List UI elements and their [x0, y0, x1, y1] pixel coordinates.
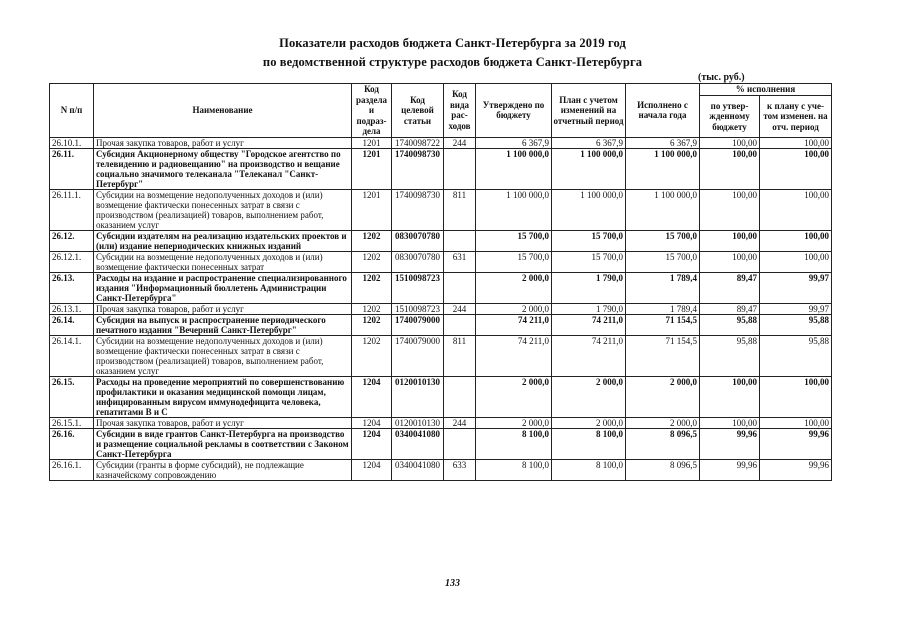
table-row	[50, 148, 832, 189]
cell-section-code: 1202	[352, 314, 392, 335]
cell-num: 26.16.	[50, 428, 94, 459]
cell-executed: 6 367,9	[626, 137, 700, 148]
table-row	[50, 137, 832, 148]
cell-target-code: 1510098723	[392, 272, 444, 303]
cell-pct-approved: 89,47	[700, 303, 760, 314]
cell-type-code: 244	[444, 303, 476, 314]
col-header-pct-plan: к плану с уче-том изменен. на отч. период	[760, 96, 832, 137]
cell-approved: 15 700,0	[476, 251, 552, 272]
cell-approved: 74 211,0	[476, 335, 552, 376]
cell-section-code: 1204	[352, 376, 392, 417]
cell-approved: 1 100 000,0	[476, 148, 552, 189]
cell-target-code: 0830070780	[392, 251, 444, 272]
cell-executed: 1 789,4	[626, 303, 700, 314]
budget-table	[49, 83, 832, 481]
table-row	[50, 303, 832, 314]
cell-section-code: 1202	[352, 272, 392, 303]
cell-approved: 2 000,0	[476, 376, 552, 417]
cell-name: Расходы на проведение мероприятий по совершенствованию профилактики и оказания медицинской помощи лицам, инфицированным вирусом иммунодефицита человека, гепатитами В и С	[94, 376, 352, 417]
table-row	[50, 376, 832, 417]
cell-type-code: 811	[444, 189, 476, 230]
cell-pct-plan: 95,88	[760, 314, 832, 335]
cell-pct-approved: 99,96	[700, 459, 760, 480]
cell-name: Субсидии на возмещение недополученных доходов и (или) возмещение фактически понесенных затрат в связи с производством (реализацией) товаров, выполнением работ, оказанием услуг	[94, 335, 352, 376]
cell-num: 26.14.	[50, 314, 94, 335]
page-title: Показатели расходов бюджета Санкт-Петербурга за 2019 год	[279, 36, 626, 50]
table-row	[50, 314, 832, 335]
cell-name: Субсидии на возмещение недополученных доходов и (или) возмещение фактически понесенных затрат в связи с производством (реализацией) товаров, выполнением работ, оказанием услуг	[94, 189, 352, 230]
cell-type-code	[444, 428, 476, 459]
cell-type-code: 631	[444, 251, 476, 272]
cell-type-code	[444, 314, 476, 335]
cell-plan: 2 000,0	[552, 376, 626, 417]
cell-num: 26.10.1.	[50, 137, 94, 148]
cell-approved: 2 000,0	[476, 303, 552, 314]
cell-executed: 8 096,5	[626, 428, 700, 459]
cell-name: Субсидии издателям на реализацию издательских проектов и (или) издание непериодических книжных изданий	[94, 230, 352, 251]
col-header-plan: План с учетом изменений на отчетный период	[552, 84, 626, 138]
cell-executed: 8 096,5	[626, 459, 700, 480]
cell-pct-plan: 100,00	[760, 137, 832, 148]
cell-target-code: 0120010130	[392, 417, 444, 428]
cell-pct-approved: 100,00	[700, 251, 760, 272]
cell-approved: 8 100,0	[476, 459, 552, 480]
cell-approved: 2 000,0	[476, 272, 552, 303]
cell-plan: 8 100,0	[552, 459, 626, 480]
cell-name: Субсидии (гранты в форме субсидий), не подлежащие казначейскому сопровождению	[94, 459, 352, 480]
table-row	[50, 189, 832, 230]
cell-section-code: 1202	[352, 230, 392, 251]
cell-target-code: 0120010130	[392, 376, 444, 417]
cell-num: 26.16.1.	[50, 459, 94, 480]
col-header-target: Код целевой статьи	[392, 84, 444, 138]
cell-target-code: 0340041080	[392, 428, 444, 459]
col-header-pct-group: % исполнения	[700, 84, 832, 96]
cell-section-code: 1201	[352, 148, 392, 189]
cell-plan: 2 000,0	[552, 417, 626, 428]
cell-type-code: 633	[444, 459, 476, 480]
cell-pct-approved: 95,88	[700, 335, 760, 376]
cell-type-code	[444, 272, 476, 303]
cell-name: Субсидии в виде грантов Санкт-Петербурга на производство и размещение социальной рекламы в соответствии с Законом Санкт-Петербурга	[94, 428, 352, 459]
cell-approved: 2 000,0	[476, 417, 552, 428]
cell-num: 26.14.1.	[50, 335, 94, 376]
cell-pct-approved: 100,00	[700, 189, 760, 230]
cell-target-code: 1510098723	[392, 303, 444, 314]
cell-plan: 1 790,0	[552, 272, 626, 303]
cell-pct-plan: 100,00	[760, 251, 832, 272]
cell-type-code	[444, 376, 476, 417]
page-subtitle: по ведомственной структуре расходов бюджета Санкт-Петербурга	[262, 55, 643, 69]
col-header-type: Код вида рас-ходов	[444, 84, 476, 138]
table-row	[50, 230, 832, 251]
cell-executed: 71 154,5	[626, 314, 700, 335]
cell-pct-plan: 100,00	[760, 148, 832, 189]
cell-approved: 74 211,0	[476, 314, 552, 335]
cell-section-code: 1202	[352, 251, 392, 272]
cell-type-code	[444, 148, 476, 189]
cell-pct-plan: 100,00	[760, 189, 832, 230]
cell-pct-plan: 99,96	[760, 459, 832, 480]
cell-type-code: 244	[444, 417, 476, 428]
cell-pct-plan: 99,96	[760, 428, 832, 459]
cell-approved: 8 100,0	[476, 428, 552, 459]
cell-section-code: 1201	[352, 189, 392, 230]
cell-name: Прочая закупка товаров, работ и услуг	[94, 303, 352, 314]
cell-num: 26.11.1.	[50, 189, 94, 230]
cell-type-code: 244	[444, 137, 476, 148]
cell-pct-plan: 99,97	[760, 272, 832, 303]
cell-plan: 1 790,0	[552, 303, 626, 314]
cell-name: Расходы на издание и распространение специализированного издания "Информационный бюллетень Администрации Санкт-Петербурга"	[94, 272, 352, 303]
cell-name: Субсидии на возмещение недополученных доходов и (или) возмещение фактически понесенных затрат	[94, 251, 352, 272]
unit-label: (тыс. руб.)	[698, 72, 745, 83]
cell-pct-approved: 99,96	[700, 428, 760, 459]
cell-plan: 1 100 000,0	[552, 148, 626, 189]
table-row	[50, 251, 832, 272]
cell-target-code: 0340041080	[392, 459, 444, 480]
cell-target-code: 1740098730	[392, 148, 444, 189]
cell-section-code: 1204	[352, 417, 392, 428]
cell-plan: 8 100,0	[552, 428, 626, 459]
cell-executed: 15 700,0	[626, 251, 700, 272]
cell-target-code: 1740079000	[392, 314, 444, 335]
cell-plan: 6 367,9	[552, 137, 626, 148]
cell-executed: 71 154,5	[626, 335, 700, 376]
cell-target-code: 1740098730	[392, 189, 444, 230]
cell-num: 26.12.1.	[50, 251, 94, 272]
col-header-section: Код раздела и подраз-дела	[352, 84, 392, 138]
cell-approved: 6 367,9	[476, 137, 552, 148]
cell-name: Прочая закупка товаров, работ и услуг	[94, 417, 352, 428]
cell-pct-approved: 100,00	[700, 230, 760, 251]
cell-name: Субсидия Акционерному обществу "Городское агентство по телевидению и радиовещанию" на производство и вещание социально значимого телеканала "Телеканал "Санкт-Петербург"	[94, 148, 352, 189]
cell-section-code: 1202	[352, 335, 392, 376]
cell-executed: 2 000,0	[626, 417, 700, 428]
col-header-approved: Утверждено по бюджету	[476, 84, 552, 138]
cell-executed: 1 789,4	[626, 272, 700, 303]
cell-section-code: 1204	[352, 459, 392, 480]
cell-executed: 1 100 000,0	[626, 148, 700, 189]
cell-executed: 1 100 000,0	[626, 189, 700, 230]
col-header-executed: Исполнено с начала года	[626, 84, 700, 138]
cell-pct-approved: 95,88	[700, 314, 760, 335]
cell-pct-approved: 100,00	[700, 376, 760, 417]
cell-section-code: 1202	[352, 303, 392, 314]
cell-pct-approved: 100,00	[700, 137, 760, 148]
cell-plan: 1 100 000,0	[552, 189, 626, 230]
cell-num: 26.11.	[50, 148, 94, 189]
cell-plan: 15 700,0	[552, 251, 626, 272]
cell-num: 26.15.1.	[50, 417, 94, 428]
cell-target-code: 0830070780	[392, 230, 444, 251]
cell-num: 26.13.1.	[50, 303, 94, 314]
cell-pct-approved: 89,47	[700, 272, 760, 303]
table-row	[50, 417, 832, 428]
cell-section-code: 1201	[352, 137, 392, 148]
cell-approved: 15 700,0	[476, 230, 552, 251]
cell-num: 26.12.	[50, 230, 94, 251]
cell-pct-plan: 99,97	[760, 303, 832, 314]
cell-plan: 15 700,0	[552, 230, 626, 251]
table-body	[50, 137, 832, 480]
cell-target-code: 1740098722	[392, 137, 444, 148]
cell-pct-plan: 95,88	[760, 335, 832, 376]
cell-pct-plan: 100,00	[760, 376, 832, 417]
col-header-pct-approved: по утвер-жденному бюджету	[700, 96, 760, 137]
cell-target-code: 1740079000	[392, 335, 444, 376]
cell-pct-plan: 100,00	[760, 417, 832, 428]
cell-approved: 1 100 000,0	[476, 189, 552, 230]
page-number: 133	[445, 578, 460, 589]
cell-pct-plan: 100,00	[760, 230, 832, 251]
col-header-name: Наименование	[94, 84, 352, 138]
table-row	[50, 428, 832, 459]
col-header-num: N п/п	[50, 84, 94, 138]
cell-name: Субсидия на выпуск и распространение периодического печатного издания "Вечерний Санкт-Петербург"	[94, 314, 352, 335]
cell-plan: 74 211,0	[552, 314, 626, 335]
cell-section-code: 1204	[352, 428, 392, 459]
cell-type-code: 811	[444, 335, 476, 376]
cell-pct-approved: 100,00	[700, 417, 760, 428]
cell-plan: 74 211,0	[552, 335, 626, 376]
table-row	[50, 335, 832, 376]
table-row	[50, 459, 832, 480]
cell-executed: 15 700,0	[626, 230, 700, 251]
cell-pct-approved: 100,00	[700, 148, 760, 189]
cell-num: 26.13.	[50, 272, 94, 303]
cell-name: Прочая закупка товаров, работ и услуг	[94, 137, 352, 148]
cell-num: 26.15.	[50, 376, 94, 417]
cell-type-code	[444, 230, 476, 251]
cell-executed: 2 000,0	[626, 376, 700, 417]
table-row	[50, 272, 832, 303]
